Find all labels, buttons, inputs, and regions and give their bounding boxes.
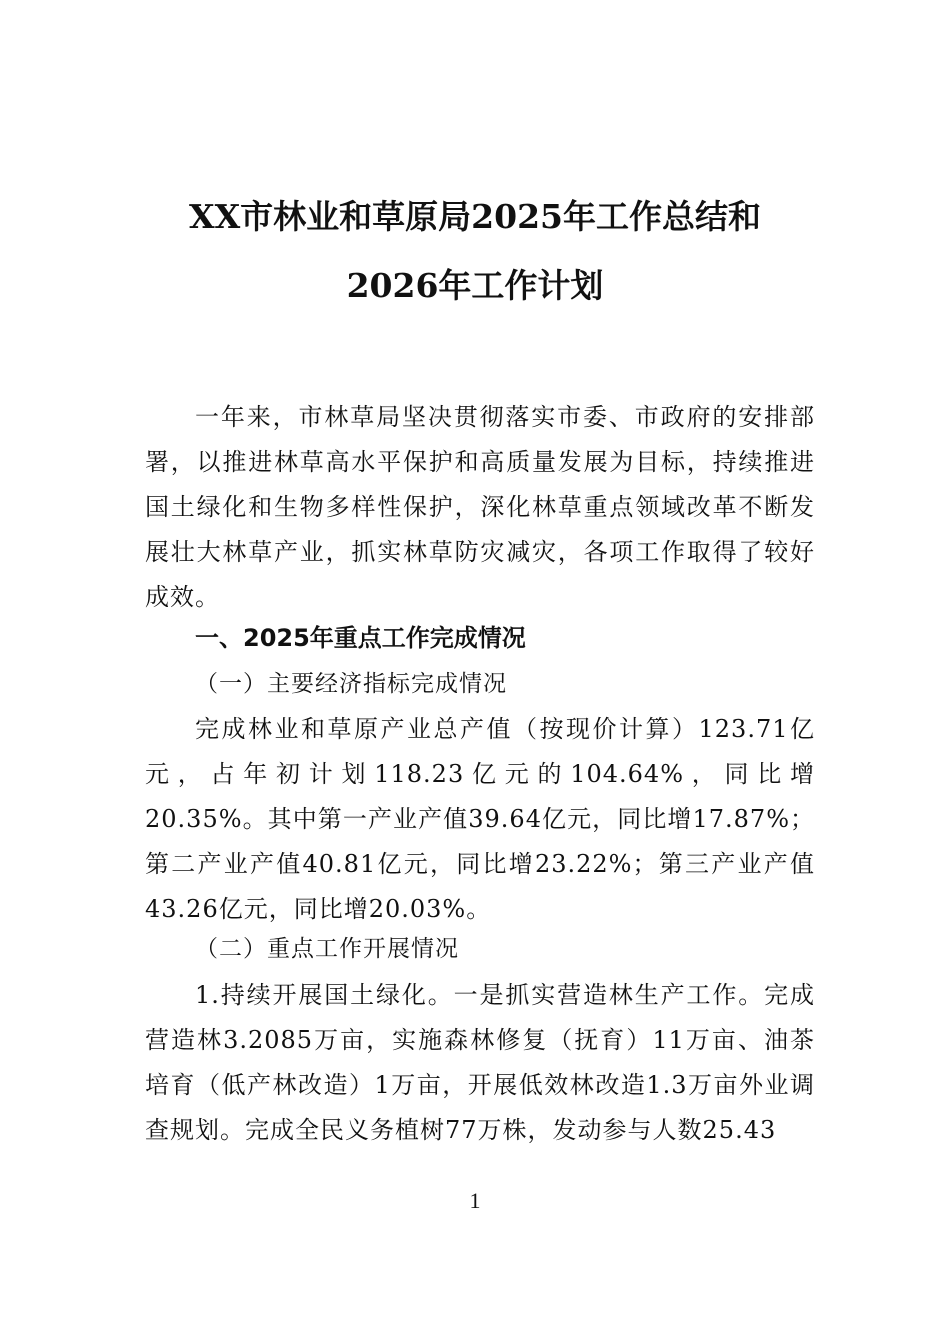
intro-paragraph: 一年来，市林草局坚决贯彻落实市委、市政府的安排部署，以推进林草高水平保护和高质量发展为目标，持续推进国土绿化和生物多样性保护，深化林草重点领域改革不断发展壮大林草产业，抓实林草防灾减灾，各项工作取得了较好成效。: [145, 403, 815, 611]
subsection-paragraph-2: 1.持续开展国土绿化。一是抓实营造林生产工作。完成营造林3.2085万亩，实施森林修复（抚育）11万亩、油茶培育（低产林改造）1万亩，开展低效林改造1.3万亩外业调查规划。完成全民义务植树77万株，发动参与人数25.43: [145, 981, 815, 1144]
document-title-line2: 2026年工作计划: [346, 266, 604, 305]
subsection-heading-1: （一）主要经济指标完成情况: [195, 671, 507, 697]
document-title-line1: XX市林业和草原局2025年工作总结和: [188, 197, 762, 236]
page-number: 1: [469, 1188, 481, 1213]
subsection-paragraph-1: 完成林业和草原产业总产值（按现价计算）123.71亿元，占年初计划118.23亿元的104.64%，同比增20.35%。其中第一产业产值39.64亿元，同比增17.87%；第二产业产值40.81亿元，同比增23.22%；第三产业产值43.26亿元，同比增20.03%。: [145, 715, 815, 923]
section-heading-1: 一、2025年重点工作完成情况: [195, 624, 526, 652]
subsection-heading-2: （二）重点工作开展情况: [195, 936, 459, 962]
